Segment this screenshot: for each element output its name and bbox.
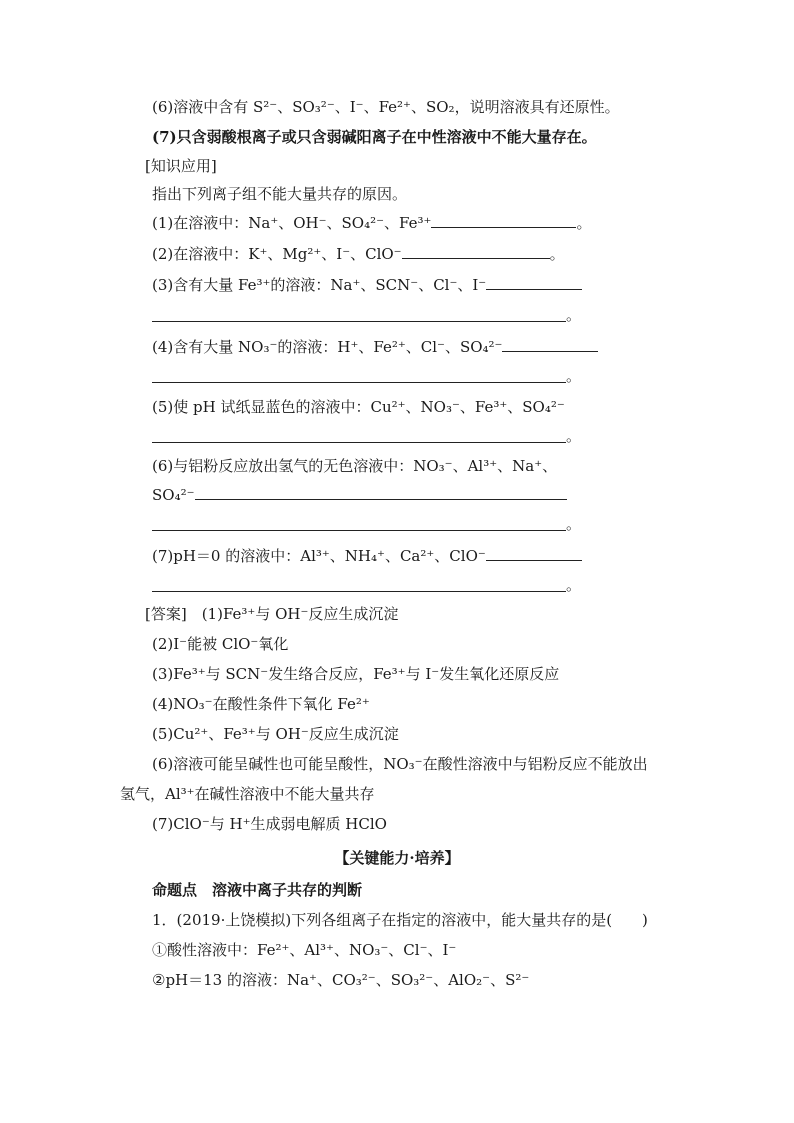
period: 。 (549, 245, 565, 263)
question-5-text: (5)使 pH 试纸显蓝色的溶液中：Cu²⁺、NO₃⁻、Fe³⁺、SO₄²⁻ (152, 398, 565, 416)
question-2-text: (2)在溶液中：K⁺、Mg²⁺、I⁻、ClO⁻ (152, 245, 402, 263)
answer-4: (4)NO₃⁻在酸性条件下氧化 Fe²⁺ (152, 695, 370, 713)
question-3 (152, 275, 582, 295)
answer-blank (152, 320, 566, 322)
answer-3: (3)Fe³⁺与 SCN⁻发生络合反应，Fe³⁺与 I⁻发生氧化还原反应 (152, 665, 560, 683)
problem-1-option-1: ①酸性溶液中：Fe²⁺、Al³⁺、NO₃⁻、Cl⁻、I⁻ (152, 941, 457, 959)
period: 。 (576, 214, 592, 232)
answer-6: (6)溶液可能呈碱性也可能呈酸性，NO₃⁻在酸性溶液中与铝粉反应不能放出 (152, 755, 648, 773)
answer-blank (486, 275, 582, 290)
question-6: (6)与铝粉反应放出氢气的无色溶液中：NO₃⁻、Al³⁺、Na⁺、 (152, 457, 558, 475)
section-title: 【关键能力·培养】 (334, 849, 460, 867)
period: 。 (566, 576, 582, 594)
knowledge-heading: [知识应用] (145, 157, 217, 175)
question-2 (152, 244, 565, 264)
question-6-cont-text: SO₄²⁻ (152, 486, 195, 504)
period: 。 (566, 367, 582, 385)
answer-blank (431, 213, 576, 228)
question-1 (152, 213, 591, 233)
answer-blank (152, 529, 566, 531)
answer-blank (152, 381, 566, 383)
period: 。 (566, 306, 582, 324)
question-4-text: (4)含有大量 NO₃⁻的溶液：H⁺、Fe²⁺、Cl⁻、SO₄²⁻ (152, 338, 503, 356)
answer-blank (502, 337, 598, 352)
answer-1: [答案] (1)Fe³⁺与 OH⁻反应生成沉淀 (145, 605, 399, 623)
statement-7: (7)只含弱酸根离子或只含弱碱阳离子在中性溶液中不能大量存在。 (152, 128, 597, 146)
answer-5: (5)Cu²⁺、Fe³⁺与 OH⁻反应生成沉淀 (152, 725, 399, 743)
problem-1-option-2: ②pH＝13 的溶液：Na⁺、CO₃²⁻、SO₃²⁻、AlO₂⁻、S²⁻ (152, 971, 530, 989)
question-4 (152, 337, 598, 357)
period: 。 (566, 515, 582, 533)
answer-blank (402, 244, 550, 259)
answer-6-cont: 氢气，Al³⁺在碱性溶液中不能大量共存 (120, 785, 375, 803)
answer-2: (2)I⁻能被 ClO⁻氧化 (152, 635, 289, 653)
exercise-intro: 指出下列离子组不能大量共存的原因。 (152, 185, 408, 203)
question-7-text: (7)pH＝0 的溶液中：Al³⁺、NH₄⁺、Ca²⁺、ClO⁻ (152, 547, 486, 565)
answer-blank (195, 485, 567, 500)
answer-blank (486, 546, 582, 561)
statement-6: (6)溶液中含有 S²⁻、SO₃²⁻、I⁻、Fe²⁺、SO₂，说明溶液具有还原性。 (152, 98, 620, 116)
period: 。 (566, 427, 582, 445)
answer-7: (7)ClO⁻与 H⁺生成弱电解质 HClO (152, 815, 387, 833)
answer-blank (152, 441, 566, 443)
topic-heading: 命题点 溶液中离子共存的判断 (152, 881, 363, 899)
question-3-text: (3)含有大量 Fe³⁺的溶液：Na⁺、SCN⁻、Cl⁻、I⁻ (152, 276, 487, 294)
question-6-cont (152, 485, 567, 505)
question-5 (152, 397, 565, 417)
question-7 (152, 546, 582, 566)
problem-1: 1．(2019·上饶模拟)下列各组离子在指定的溶液中，能大量共存的是( ) (152, 911, 648, 929)
answer-blank (152, 590, 566, 592)
question-1-text: (1)在溶液中：Na⁺、OH⁻、SO₄²⁻、Fe³⁺ (152, 214, 432, 232)
